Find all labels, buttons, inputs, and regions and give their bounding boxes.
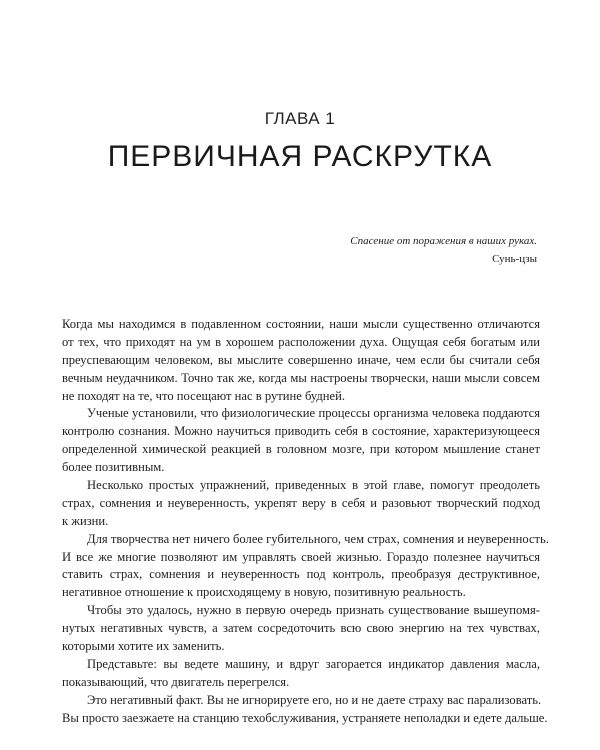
- text-line: к жизни.: [62, 513, 109, 528]
- text-line: Представьте: вы ведете машину, и вдруг загорается индикатор давления масла,: [87, 656, 540, 671]
- paragraph: [62, 602, 540, 656]
- epigraph-quote: Спасение от поражения в наших руках.: [350, 235, 537, 247]
- text-line: Несколько простых упражнений, приведенных в этой главе, помогут преодолеть: [87, 478, 540, 493]
- text-line: И все же многие позволяют им управлять своей жизнью. Гораздо полезнее научиться: [62, 549, 540, 564]
- text-line: более позитивным.: [62, 460, 165, 475]
- paragraph: [62, 692, 548, 728]
- text-line: показывающий, что двигатель перегрелся.: [62, 674, 290, 689]
- text-line: ставить страх, сомнения и неуверенность под контроль, преобразуя деструктивное,: [62, 567, 540, 582]
- epigraph: [350, 232, 537, 268]
- text-line: преуспевающим человеком, вы мыслите совершенно иначе, чем если бы считали себя: [62, 352, 540, 367]
- text-line: Для творчества нет ничего более губительного, чем страх, сомнения и неуверенность.: [87, 531, 549, 546]
- epigraph-author: Сунь-цзы: [492, 253, 537, 265]
- paragraph: [62, 405, 540, 477]
- text-line: Ученые установили, что физиологические процессы организма человека поддаются: [87, 406, 540, 421]
- text-line: Чтобы это удалось, нужно в первую очередь признать существование вышеупомя-: [87, 603, 540, 618]
- text-line: нутых негативных чувств, а затем сосредоточить всю свою энергию на тех чувствах,: [62, 621, 540, 636]
- text-line: страх, сомнения и неуверенность, укрепят веру в себя и разовьют творческий подход: [62, 495, 540, 510]
- chapter-title: ПЕРВИЧНАЯ РАСКРУТКА: [107, 140, 493, 173]
- paragraph: [62, 531, 549, 603]
- body-text: [62, 316, 549, 727]
- paragraph: [62, 656, 540, 692]
- text-line: не походят на те, что посещают нас в рутине будней.: [62, 388, 346, 403]
- paragraph: [62, 316, 540, 405]
- text-line: определенной химической реакцией в головном мозге, при котором мышление станет: [62, 442, 540, 457]
- text-line: негативное отношение к происходящему в новую, позитивную реальность.: [62, 585, 466, 600]
- text-line: от тех, что приходят на ум в хорошем расположении духа. Ощущая себя богатым или: [62, 334, 540, 349]
- text-line: вечным неудачником. Точно так же, когда мы настроены творчески, наши мысли совсем: [62, 370, 540, 385]
- text-line: контролю сознания. Можно научиться приводить себя в состояние, характеризующееся: [62, 424, 540, 439]
- chapter-label: ГЛАВА 1: [264, 109, 336, 128]
- paragraph: [62, 477, 540, 531]
- text-line: Это негативный факт. Вы не игнорируете его, но и не даете страху вас парализовать.: [87, 692, 542, 707]
- text-line: Вы просто заезжаете на станцию техобслуживания, устраняете неполадки и едете дальше.: [62, 710, 548, 725]
- text-line: Когда мы находимся в подавленном состоянии, наши мысли существенно отличаются: [62, 317, 540, 331]
- text-line: которыми хотите их заменить.: [62, 639, 225, 654]
